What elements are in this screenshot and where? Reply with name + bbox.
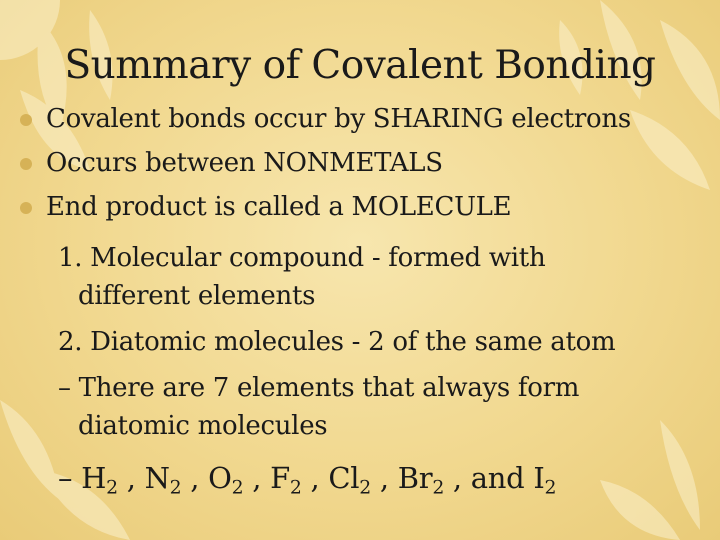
separator: , [117, 461, 145, 495]
bullet-text: Occurs between NONMETALS [46, 148, 443, 178]
separator: , [181, 461, 209, 495]
element-symbol: Br [397, 461, 433, 495]
separator: , [301, 461, 329, 495]
slide-title: Summary of Covalent Bonding [64, 43, 656, 88]
dash-item-line: diatomic molecules [78, 411, 328, 441]
bullet-text: Covalent bonds occur by SHARING electrons [46, 104, 631, 134]
element-symbol: F [270, 461, 290, 495]
dash-item-line: – There are 7 elements that always form [58, 373, 580, 403]
numbered-item-line: 2. Diatomic molecules - 2 of the same atom [58, 327, 616, 357]
bullet-dot [20, 114, 32, 126]
numbered-item-line: 1. Molecular compound - formed with [58, 243, 546, 273]
element-symbol: I [533, 461, 545, 495]
element-symbol: H [81, 461, 107, 495]
element-symbol: N [144, 461, 170, 495]
separator: , and [444, 461, 534, 495]
element-symbol: O [208, 461, 232, 495]
subscript: 2 [289, 477, 302, 499]
subscript: 2 [231, 477, 244, 499]
subscript: 2 [359, 477, 371, 499]
subscript: 2 [432, 477, 445, 499]
subscript: 2 [106, 477, 118, 499]
separator: , [370, 461, 398, 495]
dash-marker: – [58, 461, 82, 495]
numbered-item-line: different elements [78, 281, 316, 311]
separator: , [243, 461, 271, 495]
element-symbol: Cl [328, 461, 360, 495]
subscript: 2 [544, 477, 557, 499]
subscript: 2 [169, 477, 182, 499]
bullet-text: End product is called a MOLECULE [46, 192, 512, 222]
bullet-dot [20, 202, 32, 214]
diatomic-formula-list [58, 460, 557, 499]
bullet-dot [20, 158, 32, 170]
